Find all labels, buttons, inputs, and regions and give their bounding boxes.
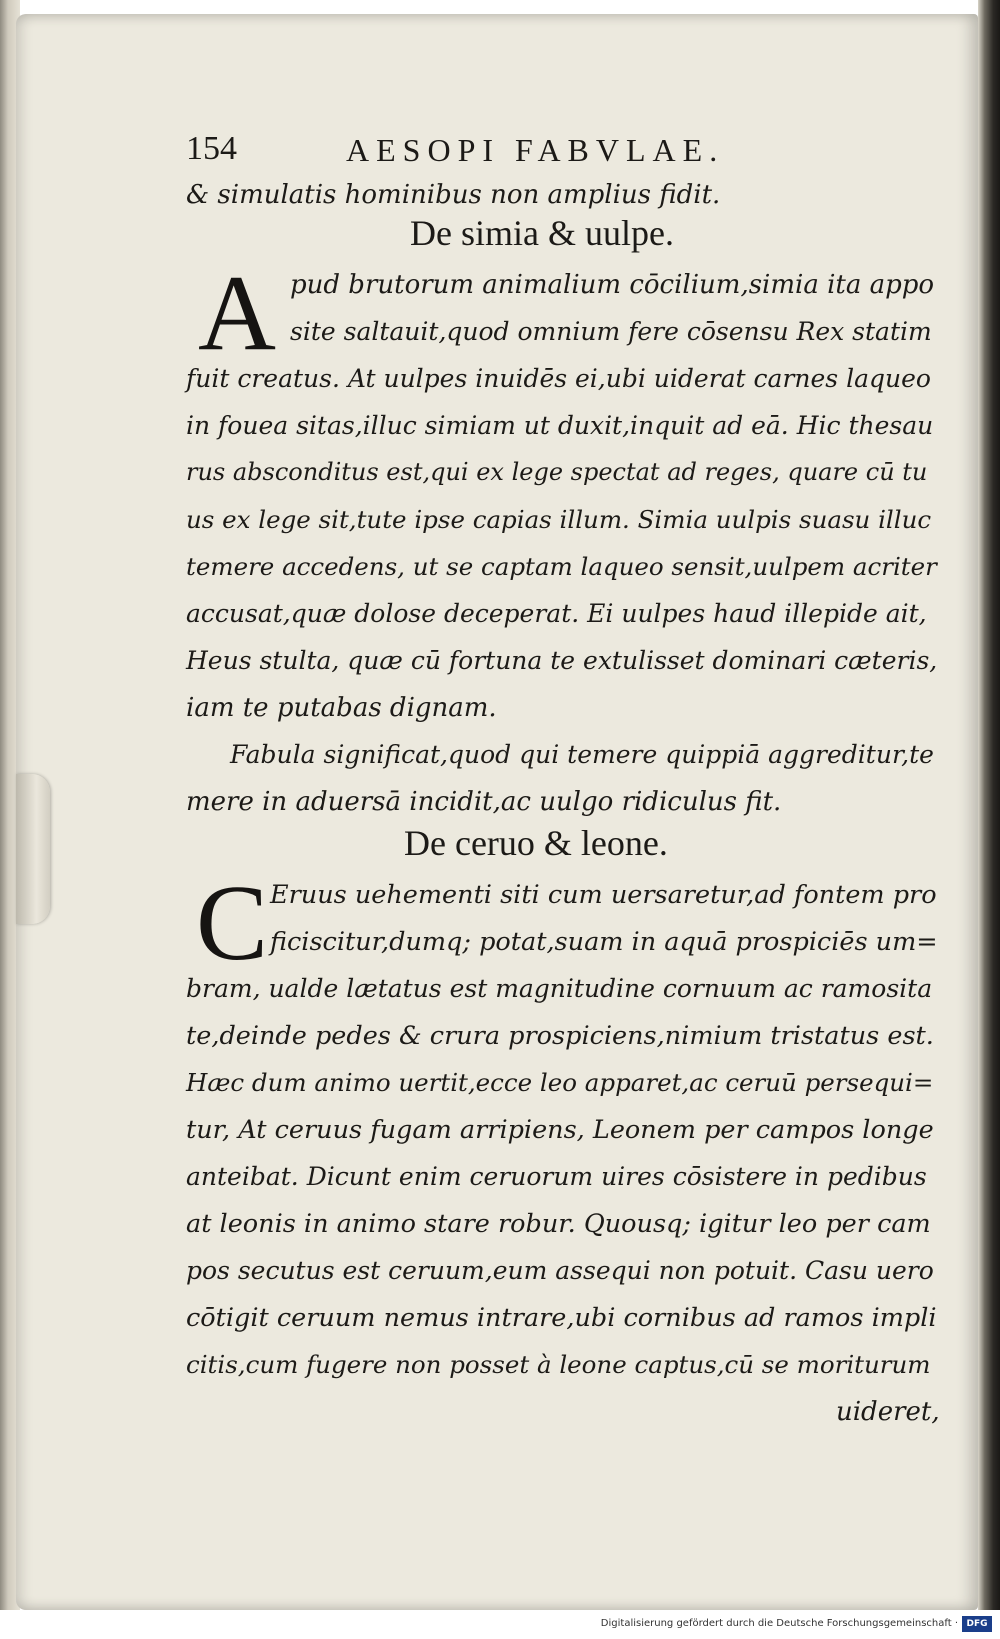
text-line: cōtigit ceruum nemus intrare,ubi cornibus ad ramos impli [186, 1303, 937, 1333]
text-line: site saltauit,quod omnium fere cōsensu Rex statim [290, 317, 932, 346]
digitization-footer [0, 1612, 1000, 1639]
text-line: us ex lege sit,tute ipse capias illum. Simia uulpis suasu illuc [186, 505, 932, 534]
footer-credit: Digitalisierung gefördert durch die Deutsche Forschungsgemeinschaft · [600, 1618, 958, 1629]
text-line: Eruus uehementi siti cum uersaretur,ad fontem pro [270, 880, 937, 910]
text-line: Hæc dum animo uertit,ecce leo apparet,ac ceruū persequi= [186, 1068, 934, 1097]
text-line: anteibat. Dicunt enim ceruorum uires cōsistere in pedibus [186, 1162, 927, 1191]
running-header [186, 130, 966, 176]
text-line: Heus stulta, quæ cū fortuna te extulisset dominari cæteris, [186, 646, 938, 675]
drop-cap: A [198, 254, 276, 373]
running-title: AESOPI FABVLAE. [346, 132, 725, 168]
text-line: at leonis in animo stare robur. Quousq; igitur leo per cam [186, 1209, 931, 1239]
moral-line: Fabula significat,quod qui temere quippiā aggreditur,te [230, 740, 934, 769]
text-line: tur, At ceruus fugam arripiens, Leonem per campos longe [186, 1115, 934, 1145]
text-line: te,deinde pedes & crura prospiciens,nimium tristatus est. [186, 1021, 934, 1051]
catchword: uideret, [836, 1397, 940, 1427]
text-line: bram, ualde lætatus est magnitudine cornuum ac ramosita [186, 974, 933, 1003]
text-line: rus absconditus est,qui ex lege spectat ad reges, quare cū tu [186, 458, 928, 486]
text-line: in fouea sitas,illuc simiam ut duxit,inquit ad eā. Hic thesau [186, 411, 934, 440]
text-line: fuit creatus. At uulpes inuidēs ei,ubi uiderat carnes laqueo [186, 364, 931, 393]
dfg-logo: DFG [962, 1616, 992, 1632]
drop-cap: C [196, 864, 269, 983]
carryover-line: & simulatis hominibus non amplius fidit. [186, 180, 721, 210]
page-number: 154 [186, 130, 237, 167]
moral-line: mere in aduersā incidit,ac uulgo ridiculus fit. [186, 787, 782, 817]
text-line: accusat,quæ dolose deceperat. Ei uulpes haud illepide ait, [186, 599, 927, 628]
text-line: citis,cum fugere non posset à leone captus,cū se moriturum [186, 1350, 931, 1379]
text-line: pud brutorum animalium cōcilium,simia ita appo [290, 270, 935, 300]
fable-title: De simia & uulpe. [410, 213, 674, 253]
text-line: iam te putabas dignam. [186, 693, 497, 723]
fable-title: De ceruo & leone. [404, 823, 668, 863]
text-line: temere accedens, ut se captam laqueo sensit,uulpem acriter [186, 552, 937, 581]
book-gutter [978, 0, 1000, 1610]
text-line: pos secutus est ceruum,eum assequi non potuit. Casu uero [186, 1256, 934, 1285]
page-clip [16, 774, 50, 924]
text-line: ficiscitur,dumq; potat,suam in aquā prospiciēs um= [270, 927, 938, 957]
